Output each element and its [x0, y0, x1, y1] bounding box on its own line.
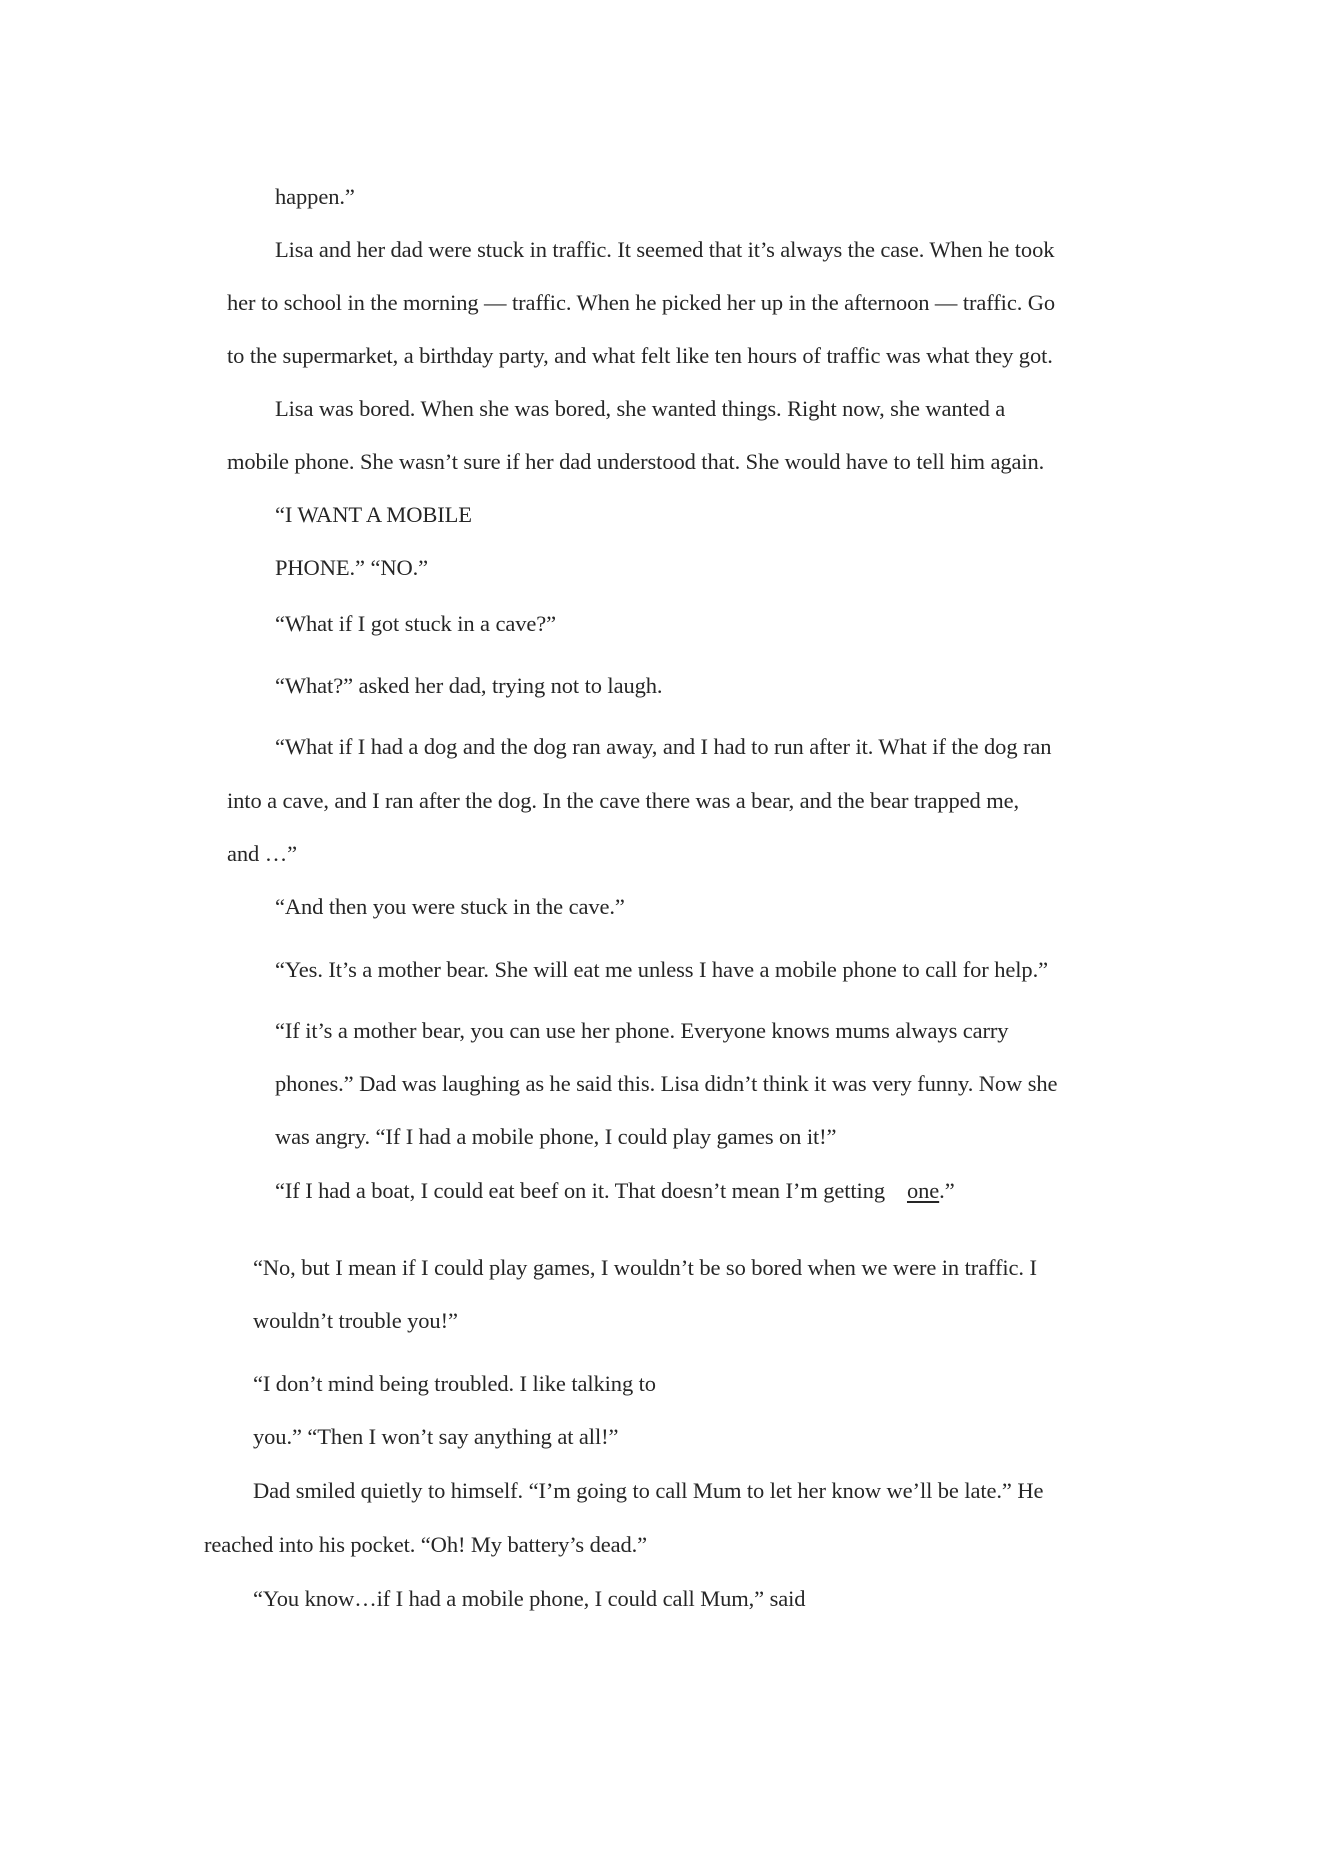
text-line: phones.” Dad was laughing as he said this. Lisa didn’t think it was very funny. Now she — [275, 1071, 1058, 1096]
text-line: you.” “Then I won’t say anything at all!” — [253, 1424, 619, 1449]
text-line: “If it’s a mother bear, you can use her phone. Everyone knows mums always carry — [275, 1018, 1009, 1043]
text-line: wouldn’t trouble you!” — [253, 1308, 458, 1333]
text-line: and …” — [227, 841, 297, 866]
text-line: her to school in the morning — traffic. When he picked her up in the afternoon — traffic. Go — [227, 290, 1056, 315]
text-line: to the supermarket, a birthday party, and what felt like ten hours of traffic was what they got. — [227, 343, 1053, 368]
text-line: Lisa was bored. When she was bored, she wanted things. Right now, she wanted a — [275, 396, 1006, 421]
text-line: “You know…if I had a mobile phone, I could call Mum,” said — [253, 1586, 806, 1611]
text-line: mobile phone. She wasn’t sure if her dad understood that. She would have to tell him again. — [227, 449, 1045, 474]
text-line: was angry. “If I had a mobile phone, I could play games on it!” — [275, 1124, 837, 1149]
underlined-word: one — [906, 1178, 940, 1203]
text-line: into a cave, and I ran after the dog. In the cave there was a bear, and the bear trapped me, — [227, 788, 1020, 813]
text-line: “What if I got stuck in a cave?” — [275, 611, 557, 636]
text-line: “And then you were stuck in the cave.” — [275, 894, 625, 919]
text-line: “What if I had a dog and the dog ran away, and I had to run after it. What if the dog ran — [275, 734, 1052, 759]
text-line — [275, 1176, 955, 1206]
text-line: Lisa and her dad were stuck in traffic. It seemed that it’s always the case. When he took — [275, 237, 1055, 262]
text-line: “I don’t mind being troubled. I like talking to — [253, 1371, 656, 1396]
text-segment: .” — [939, 1178, 955, 1203]
text-segment: “If I had a boat, I could eat beef on it. That doesn’t mean I’m getting — [275, 1178, 885, 1203]
text-line: happen.” — [275, 184, 355, 209]
text-line: “I WANT A MOBILE — [275, 502, 472, 527]
text-line: PHONE.” “NO.” — [275, 555, 429, 580]
text-line: Dad smiled quietly to himself. “I’m going to call Mum to let her know we’ll be late.” He — [253, 1478, 1044, 1503]
text-line: reached into his pocket. “Oh! My battery’s dead.” — [204, 1532, 648, 1557]
text-line: “Yes. It’s a mother bear. She will eat me unless I have a mobile phone to call for help.” — [275, 957, 1048, 982]
text-line: “What?” asked her dad, trying not to laugh. — [275, 673, 663, 698]
text-line: “No, but I mean if I could play games, I wouldn’t be so bored when we were in traffic. I — [253, 1255, 1037, 1280]
